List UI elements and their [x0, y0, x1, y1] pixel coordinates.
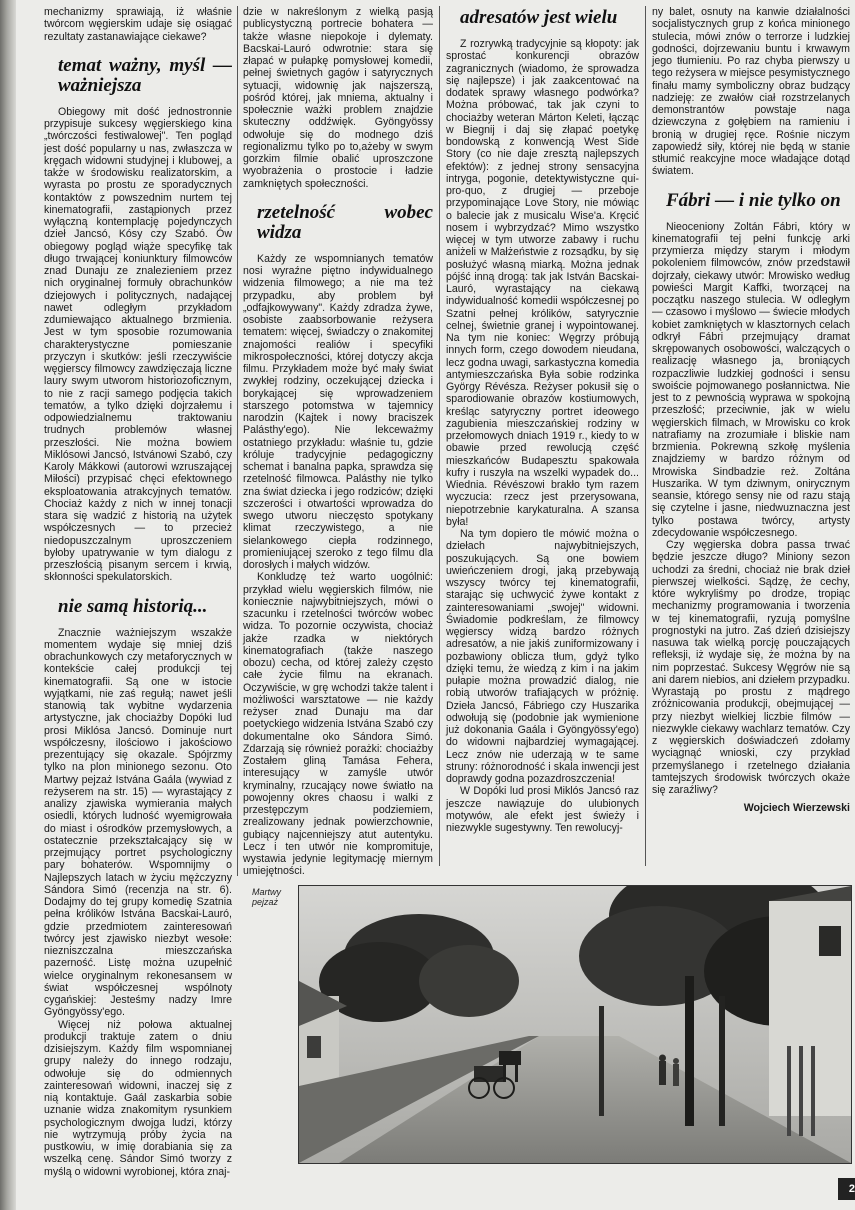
paragraph: Na tym dopiero tle mówić można o dziełach najwybitniejszych, poszukujących. Są one bowiem uwieńczeniem drogi, jaką przebywają wszyscy twórcy tej kinematografii, starając się uchwycić żywe kontakt z zainteresowaniami „swojej" widowni. Świadomie podkreślam, że filmowcy węgierscy widzą bardzo różnych adresatów, a nie jakiś zuniformizowany i pozbawiony oblicza tłum, gdyż tylko dzięki temu, że wiedzą z kim i na jakim pułapie można prowadzić dialog, nie robią utworów trafiających w próżnię. Dzieła Jancsó, Fábriego czy Huszarika odwołują się (podobnie jak wymienione już dokonania Gaála i Gyöngyössy'ego) do widowni najbardziej wymagającej. Lecz znów nie uderzają w te same struny: różnorodność i skala inwencji jest doprawdy godna pozazdroszczenia!: [446, 528, 639, 785]
paragraph: Czy węgierska dobra passa trwać będzie jeszcze długo? Miniony sezon uchodzi za średni, chociaż nie brak dzieł pierwszej wielkości. Sądzę, że cechy, które wykryliśmy po drodze, tropiąc mechanizmy programowania i tworzenia w tej kinematografii, ryzują pomyślne prognostyki na jutro. Zaś dzień dzisiejszy nasuwa tak wielką porcję pouczających refleksji, iż wydaje się, że można by na nim poprzestać. Sukcesy Węgrów nie są ani darem niebios, ani dziełem przypadku. Wyrastają po prostu z mądrego zróżnicowania produkcji, obejmującej — przy niezbyt wielkiej liczbie filmów — niezwykle ciekawy wachlarz tematów. Czy z węgierskich doświadczeń zdołamy wyciągnąć wnioski, czy przykład przemyślanego i rzetelnego działania tamtejszych środowisk twórczych okaże się zaraźliwy?: [652, 539, 850, 796]
article-column-3: [446, 6, 639, 834]
page-binding-shadow: [0, 0, 16, 1210]
subheading: adresatów jest wielu: [460, 7, 618, 28]
subheading: nie samą historią...: [58, 595, 208, 617]
subheading: rzetelność wobec widza: [257, 201, 433, 243]
paragraph: mechanizmy sprawiają, iż właśnie twórcom węgierskim udaje się osiągać rezultaty zastanawiające ciekawe?: [44, 6, 232, 43]
paragraph: Znacznie ważniejszym wszakże momentem wydaje się mniej dziś obrachunkowych czy metaforycznych w kontekście całej produkcji tej kinematografii. Są one w istocie wyjątkami, nie zaś regułą; nawet jeśli stanowią tak wybitne wydarzenia artystyczne, jak chociażby Dopóki lud prosi Miklósa Jancsó. Dominuje nurt współczesny, ilościowo i jakościowo prezentujący się okazale. Spójrzmy tylko na plon minionego sezonu. Oto Martwy pejzaż Istvána Gaála (wywiad z reżyserem na str. 15) — wyrastający z analizy zjawiska wymierania małych osiedli, których ludność wyemigrowała do miast i ośrodków przemysłowych, a ostatecznie przekształcający się w przejmujący portret psychologiczny pary bohaterów. Wspomnijmy o Najlepszych latach w życiu mężczyzny Sándora Simó (recenzja na str. 6). Dodajmy do tej grupy komedię Szatnia pełna królików Istvána Bacskai-Lauró, gdzie przedmiotem zainteresowań twórcy jest zjawisko niezbyt wesołe: niezniszczalna mieszczańska pazerność. Listę można uzupełnić wielce oryginalnym rekonesansem w świat współczesnej wspólnoty cygańskiej: Jesteśmy nadzy Imre Gyöngyössy'ego.: [44, 626, 232, 1019]
article-column-2: [243, 6, 433, 878]
paragraph: Obiegowy mit dość jednostronnie przypisuje sukcesy węgierskiego kina „twórczości festiwalowej". Ten pogląd jest dość popularny u nas, zwłaszcza w kręgach widowni studyjnej i klubowej, a także w środowisku realizatorskim, a wyrasta po prostu ze sporadycznych kontaktów z powszednim nurtem tej kinematografii, zastąpionych przez wyłączną kontemplację pojedynczych dzieł Jancsó, Kósy czy Szabó. Ów obiegowy pogląd wiąże specyfikę tak długo trwającej koniunktury filmowców znad Dunaju ze znalezieniem przez nich oryginalnej formuły obrachunków dziejowych i politycznych, nadającej nawet odległym przykładom zdumiewająco aktualnego brzmienia. Jest w tym sposobie rozumowania charakterystyczne pomieszanie przyczyn i skutków: jeśli rzeczywiście węgierscy filmowcy zawdzięczają liczne laury swym utworom historiozoficznym, to nie z racji samego podjęcia takich tematów, a tylko dzięki dojrzałemu i odpowiedzialnemu traktowaniu trudnych problemów własnej przeszłości. Nie można bowiem Miklósowi Jancsó, Istvánowi Szabó, czy Karoly Mákkowi (autorowi wzruszającej Miłości) przypisać chęci efektownego eksploatowania atrakcyjnych tematów. Chociaż każdy z nich w innej tonacji stara się wadzić z historią na użytek współczesnych — to przecież niedopuszczalnym uproszczeniem byłoby upatrywanie w tym dialogu z przeszłością pisanym sercem i krwią, skłonności spekulatorskich.: [44, 105, 232, 584]
paragraph: W Dopóki lud prosi Miklós Jancsó raz jeszcze nawiązuje do ulubionych motywów, ale efekt jest świeży i niezwykle sugestywny. Ten rewolucyj-: [446, 785, 639, 834]
page-number: 2: [838, 1178, 855, 1200]
subheading: Fábri — i nie tylko on: [666, 189, 841, 211]
paragraph: dzie w nakreślonym z wielką pasją publicystyczną portrecie bohatera — także własne niepokoje i dylematy. Bacskai-Lauró odwrotnie: stara się złapać w pułapkę pomysłowej komedii, pełnej świetnych gagów i satyrycznych sytuacji, widownię jak najszerszą, pośród której, jak mniema, aktualny i społecznie ważki problem znajdzie skuteczny oddźwięk. Gyöngyössy odwołuje się do modnego dziś regionalizmu tylko po to,ażeby w swym gorzkim filmie obalić uproszczone wyobrażenia o prostocie i ładzie zamkniętych społeczności.: [243, 6, 433, 190]
paragraph: Więcej niż połowa aktualnej produkcji traktuje zatem o dniu dzisiejszym. Każdy film wspomnianej grupy należy do innego rodzaju, odwołuje się do odmiennych zainteresowań widowni, inaczej się z nią kontaktuje. Gaál zaskarbia sobie uznanie widza znakomitym rysunkiem psychologicznym dwojga ludzi, którzy nie wytrzymują próby życia na pustkowiu, w imię dorabiania się za wszelką cenę. Sándor Simó tworzy z myślą o widowni wyrobionej, która znaj-: [44, 1018, 232, 1178]
column-rule: [645, 6, 646, 866]
paragraph: Konkludzę też warto uogólnić: przykład wielu węgierskich filmów, nie koniecznie najwybitniejszych, mówi o szacunku i rzetelności twórców wobec widza. To pozornie oczywista, chociaż jakże rzadka w niektórych kinematografiach (także naszego obozu) cecha, od której zależy często całe życie filmu na ekranach. Oczywiście, w grę wchodzi także talent i możliwości warsztatowe — nie każdy reżyser znad Dunaju ma dar poetyckiego widzenia Istvána Szabó czy dokumentalne oko Sándora Simó. Zdarzają się również porażki: chociażby Zostałem gliną Tamása Fehera, interesujący w zamyśle utwór kryminalny, rzucający nowe światło na powojenny okres chaosu i walki z przestępczym podziemiem, zrealizowany jednak powierzchownie, gubiący najcenniejszy atut autentyku. Lecz i ten utwór nie kompromituje, wystawia jedynie legitymację miernym umiejętności.: [243, 571, 433, 878]
photo-caption: Martwy pejzaż: [252, 887, 281, 907]
paragraph: Z rozrywką tradycyjnie są kłopoty: jak sprostać konkurencji obrazów zagranicznych (wiadomo, że sprowadza się najlepsze) i jak zaakcentować na dodatek sprawy własnego podwórka? Można próbować, tak jak czyni to chociażby weteran Márton Keleti, łącząc w Biegnij i daj się złapać poetykę bondowską z konwencją West Side Story (co nie daje zresztą najlepszych efektów): z jednej strony sensacyjna intryga, pogonie, detektywistyczne qui-pro-quo, z drugiej — przeboje przypominające Love Story, nie mówiąc o balecie jak z musicalu Wise'a. Kręcić nosem i wybrzydzać? Mimo wszystko więcej w tym utworze zabawy i ruchu aniżeli w Małżeństwie z rozsądku, by się posłużyć własną miarką. Można jednak pójść inną drogą: tak jak István Bacskai-Lauró, wyrastający na ciekawą indywidualność komedii współczesnej po Szatni pełnej królików, satyrycznie celnej, świetnie granej i wypointowanej. Na tym nie koniec: Węgrzy próbują innych form, czego dowodem nieudana, lecz godna uwagi, sarkastyczna komedia antymieszczańska Była sobie rodzinka György Révésza. Reżyser pokusił się o sparodiowanie obrazów kostiumowych, kreśląc satyryczny portret ideowego zagubienia mieszczańskiej rodziny w przełomowych dniach 1919 r., kiedy to w obawie przed rewolucją część mieszkańców Budapesztu spakowała kufry i ruszyła na wszelki wypadek do... Wiednia. Révészowi brakło tym razem wyczucia: rzecz jest przerysowana, niepotrzebnie karykaturalna. A szansa była!: [446, 38, 639, 528]
article-column-4: [652, 6, 850, 815]
photo-illustration: [299, 886, 851, 1163]
article-column-1: [44, 6, 232, 1178]
paragraph: Nieoceniony Zoltán Fábri, który w kinematografii tej pełni funkcję arki przymierza między starym i młodym pokoleniem filmowców, znów przedstawił dojrzały, ciekawy utwór: Mrowisko według powieści Margit Kaffki, tworzącej na początku naszego stulecia. W odległym — czasowo i myślowo — świecie młodych kobiet zamkniętych w klasztornych celach odkrył Fábri przejmujący dramat skrępowanych osobowości, walczących o realizację własnego ja, broniących rozpaczliwie ludzkiej godności i sensu swoiście pojmowanego posłannictwa. Nie jest to z pewnością wyprawa w spokojną przeszłość; przeciwnie, jak w wielu węgierskich filmach, w Mrowisku co krok natrafiamy na zrozumiałe i bliskie nam brzmienia. Pokrewną szkołę myślenia znajdziemy w bardzo różnym od Mrowiska Sindbadzie reż. Zoltána Huszarika. W tym dziwnym, onirycznym seansie, którego sensy nie od razu stają się czytelne i jasne, niedwuznaczna jest tylko postawa twórcy, artysty zdecydowanie współczesnego.: [652, 220, 850, 539]
subheading: temat ważny, myśl — ważniejsza: [58, 54, 232, 96]
author-signature: Wojciech Wierzewski: [743, 802, 850, 815]
column-rule: [237, 6, 238, 876]
paragraph: ny balet, osnuty na kanwie działalności socjalistycznych grup z końca minionego stulecia, mówi znów o terrorze i ludzkiej godności, dojrzewaniu buntu i krwawym jego tłumieniu. Po raz chyba pierwszy u tego reżysera w miejsce pesymistycznego finału mamy symboliczny obraz budzący nadzieję: ze zwałów ciał rozstrzelanych demonstrantów powstaje naga dziewczyna z gołębiem na ramieniu i bronią w drugiej ręce. Rośnie niczym zapowiedź siły, której nie będą w stanie stłumić reakcyjne moce władające dotąd światem.: [652, 6, 850, 178]
column-rule: [439, 6, 440, 866]
film-still-photo: [298, 885, 852, 1164]
paragraph: Każdy ze wspomnianych tematów nosi wyraźne piętno indywidualnego widzenia filmowego; a nie ma też przypadku, aby problem był „odfajkowywany". Każdy zdradza żywe, osobiste zaabsorbowanie reżysera tematem: więcej, świadczy o znakomitej znajomości realiów i specyfiki mikrospołeczności, której dotyczy akcja filmu. Przykładem może być mały świat zwykłej rodziny, oczekującej dziecka i borykającej się wprowadzeniem starszego potomstwa w tajemnicy narodzin (Kajtek i nowy braciszek Palásthy'ego). Nie lekceważmy ostatniego przykładu: właśnie tu, gdzie króluje tradycyjnie pedagogiczny schemat i banalna papka, sprawdza się rzetelność filmowca. Palásthy nie tylko zna świat dziecka i jego rodziców; dzięki szczerości i otwartości wprowadza do swego utworu nieczęsto spotykany klimat rzeczywistego, a nie sielankowego ciepła rodzinnego, promieniującej szeroko z tego filmu dla dorosłych i małych widzów.: [243, 252, 433, 571]
